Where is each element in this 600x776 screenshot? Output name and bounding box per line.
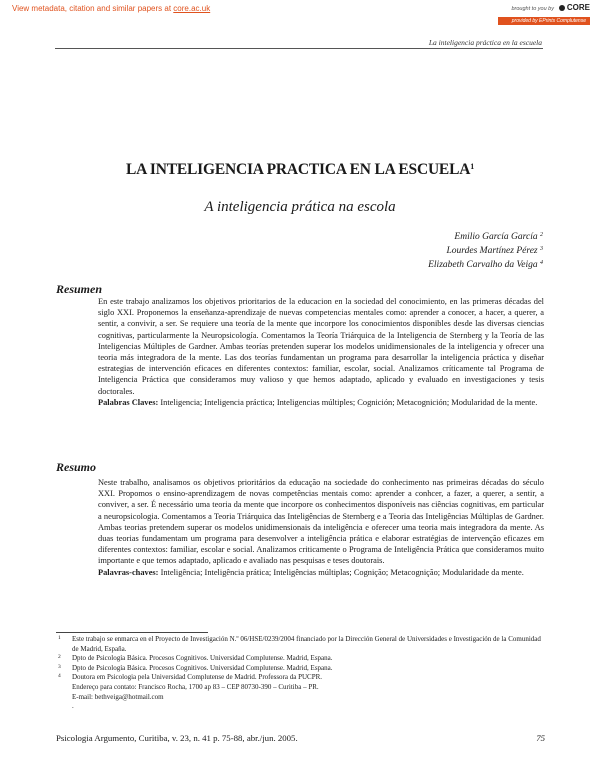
footnote-text: Doutora em Psicologia pela Universidad Complutense de Madrid. Professora da PUCPR. bbox=[72, 673, 323, 682]
article-title bbox=[0, 161, 600, 179]
resumen-abstract bbox=[98, 296, 544, 408]
resumen-body: En este trabajo analizamos los objetivos prioritarios de la educacion en la sociedad del conocimiento, en las primeras décadas del siglo XXI. Proponemos la enseñanza-aprendizaje de nuevas competencias mentales como: aprender a conocer, a hacer, a querer, a sentir, a convivir, a ser. Se requiere una teoría de la mente que incorpore los conocimientos disponibles desde las diversas ciencias cognitivas, particularmente la Neuropsicología. Comentamos la Teoría Triárquica de la Inteligencia de Sternberg y la Teoría de las Inteligencias Múltiples de Gardner. Ambas teorías pretenden superar los modelos unidimensionales de la inteligencia y ofrecer una teoria más integradora de la mente. Las dos teorías fundamentan un programa para desarrollar la inteligencia práctica y diseñar estrategias de intervención eficaces en diferentes contextos: familiar, escolar, social. Analizamos críticamente tal Programa de Inteligencia Práctica que consideramos muy valioso y que hemos adaptado, aplicado y evaluado en investigaciones y tesis doctorales. bbox=[98, 297, 544, 396]
author-name: Emilio García García bbox=[454, 232, 538, 242]
resumen-keywords: Inteligencia; Inteligencia práctica; Inteligencias múltiples; Cognición; Metacognición; Modularidad de la mente. bbox=[158, 397, 538, 407]
core-link-anchor[interactable]: core.ac.uk bbox=[173, 4, 211, 13]
title-footnote-ref: 1 bbox=[470, 162, 475, 171]
core-link-prefix: View metadata, citation and similar papers at bbox=[12, 4, 174, 13]
article-subtitle: A inteligencia prática na escola bbox=[204, 199, 396, 215]
resumo-keywords-label: Palavras-chaves: bbox=[98, 567, 159, 577]
author-name: Lourdes Martínez Pérez bbox=[446, 246, 538, 256]
footnote-number: 3 bbox=[58, 663, 61, 670]
author-2 bbox=[447, 246, 544, 256]
footnote-number: 1 bbox=[58, 635, 61, 641]
footnote-2 bbox=[58, 654, 546, 664]
footnote-number: 2 bbox=[58, 654, 61, 661]
core-metadata-link[interactable] bbox=[12, 4, 210, 13]
article-title-text: LA INTELIGENCIA PRACTICA EN LA ESCUELA bbox=[125, 161, 471, 178]
resumo-keywords: Inteligência; Inteligência prática; Inteligências múltiplas; Cognição; Metacognição; Modularidade da mente. bbox=[158, 567, 524, 577]
author-1 bbox=[454, 232, 543, 242]
author-note-ref: 3 bbox=[540, 246, 543, 252]
core-logo-icon bbox=[559, 5, 565, 11]
provided-by-bar[interactable]: provided by EPrints Complutense bbox=[498, 17, 590, 25]
core-logo-text: CORE bbox=[566, 3, 590, 12]
header-rule bbox=[55, 48, 543, 49]
footnote-4 bbox=[58, 673, 546, 683]
author-note-ref: 2 bbox=[540, 232, 543, 238]
footnote-text: Este trabajo se enmarca en el Proyecto de Investigación N.º 06/HSE/0239/2004 financiado por la Dirección General de Universidades e Investigación de la Comunidad de Madrid, España. bbox=[72, 635, 541, 653]
footnote-text: Dpto de Psicología Básica. Procesos Cognitivos. Universidad Complutense. Madrid, Espana. bbox=[72, 654, 333, 663]
footnote-3 bbox=[58, 664, 546, 674]
author-3 bbox=[428, 260, 543, 270]
resumen-heading: Resumen bbox=[56, 282, 103, 296]
footnote-1 bbox=[58, 635, 546, 654]
contact-email: E-mail: bethveiga@hotmail.com bbox=[72, 692, 164, 701]
resumo-abstract bbox=[98, 477, 544, 578]
footnotes bbox=[58, 635, 546, 712]
footnote-text: Dpto de Psicología Básica. Procesos Cognitivos. Universidad Complutense. Madrid, Espana. bbox=[72, 663, 333, 672]
running-header: La inteligencia práctica en la escuela bbox=[428, 38, 542, 47]
resumen-keywords-label: Palabras Claves: bbox=[98, 397, 159, 407]
resumo-heading: Resumo bbox=[56, 460, 97, 474]
stray-mark: . bbox=[72, 702, 74, 711]
resumo-body: Neste trabalho, analisamos os objetivos prioritários da educação na sociedade do conhecimento nas primeiras décadas do século XXI. Propomos o ensino-aprendizagem de novas competências mentais como: aprender a conhcer, a fazer, a querer, a sentir, a conviver, a ser. É necessário uma teoria da mente que incorpore os conhecimentos disponíveis nas ciências cognitivas, em particular a neuropsicologia. Comentamos a Teoria Triárquica das Inteligências de Sternberg e a Teoria das Inteligências Múltiplas de Gardner. Ambas teorias pretendem superar os modelos unidimensionais da inteligência e oferecer uma teoria mais integradora da mente. As duas teorias fundamentam um programa para desenvolver a inteligência prática e elaborar estratégias de intervenção eficazes em diferentes contextos: familiar, escolar e social. Analizamos criticamente o Programa de Inteligência Prática que consideramos muito importante e que temos adaptado, aplicado e avaliado nas pesquisas e teses doutorais. bbox=[98, 478, 544, 566]
page-number: 75 bbox=[536, 733, 545, 743]
journal-citation: Psicologia Argumento, Curitiba, v. 23, n. 41 p. 75-88, abr./jun. 2005. bbox=[56, 733, 298, 743]
footnote-rule bbox=[56, 632, 208, 633]
footnote-number: 4 bbox=[58, 673, 61, 680]
author-name: Elizabeth Carvalho da Veiga bbox=[428, 260, 538, 270]
contact-address: Endereço para contato: Francisco Rocha, 1700 ap 83 – CEP 80730-390 – Curitiba – PR. bbox=[72, 682, 319, 691]
core-logo[interactable] bbox=[559, 3, 590, 12]
brought-to-you-text: brought to you by bbox=[511, 6, 554, 12]
author-note-ref: 4 bbox=[540, 260, 543, 266]
